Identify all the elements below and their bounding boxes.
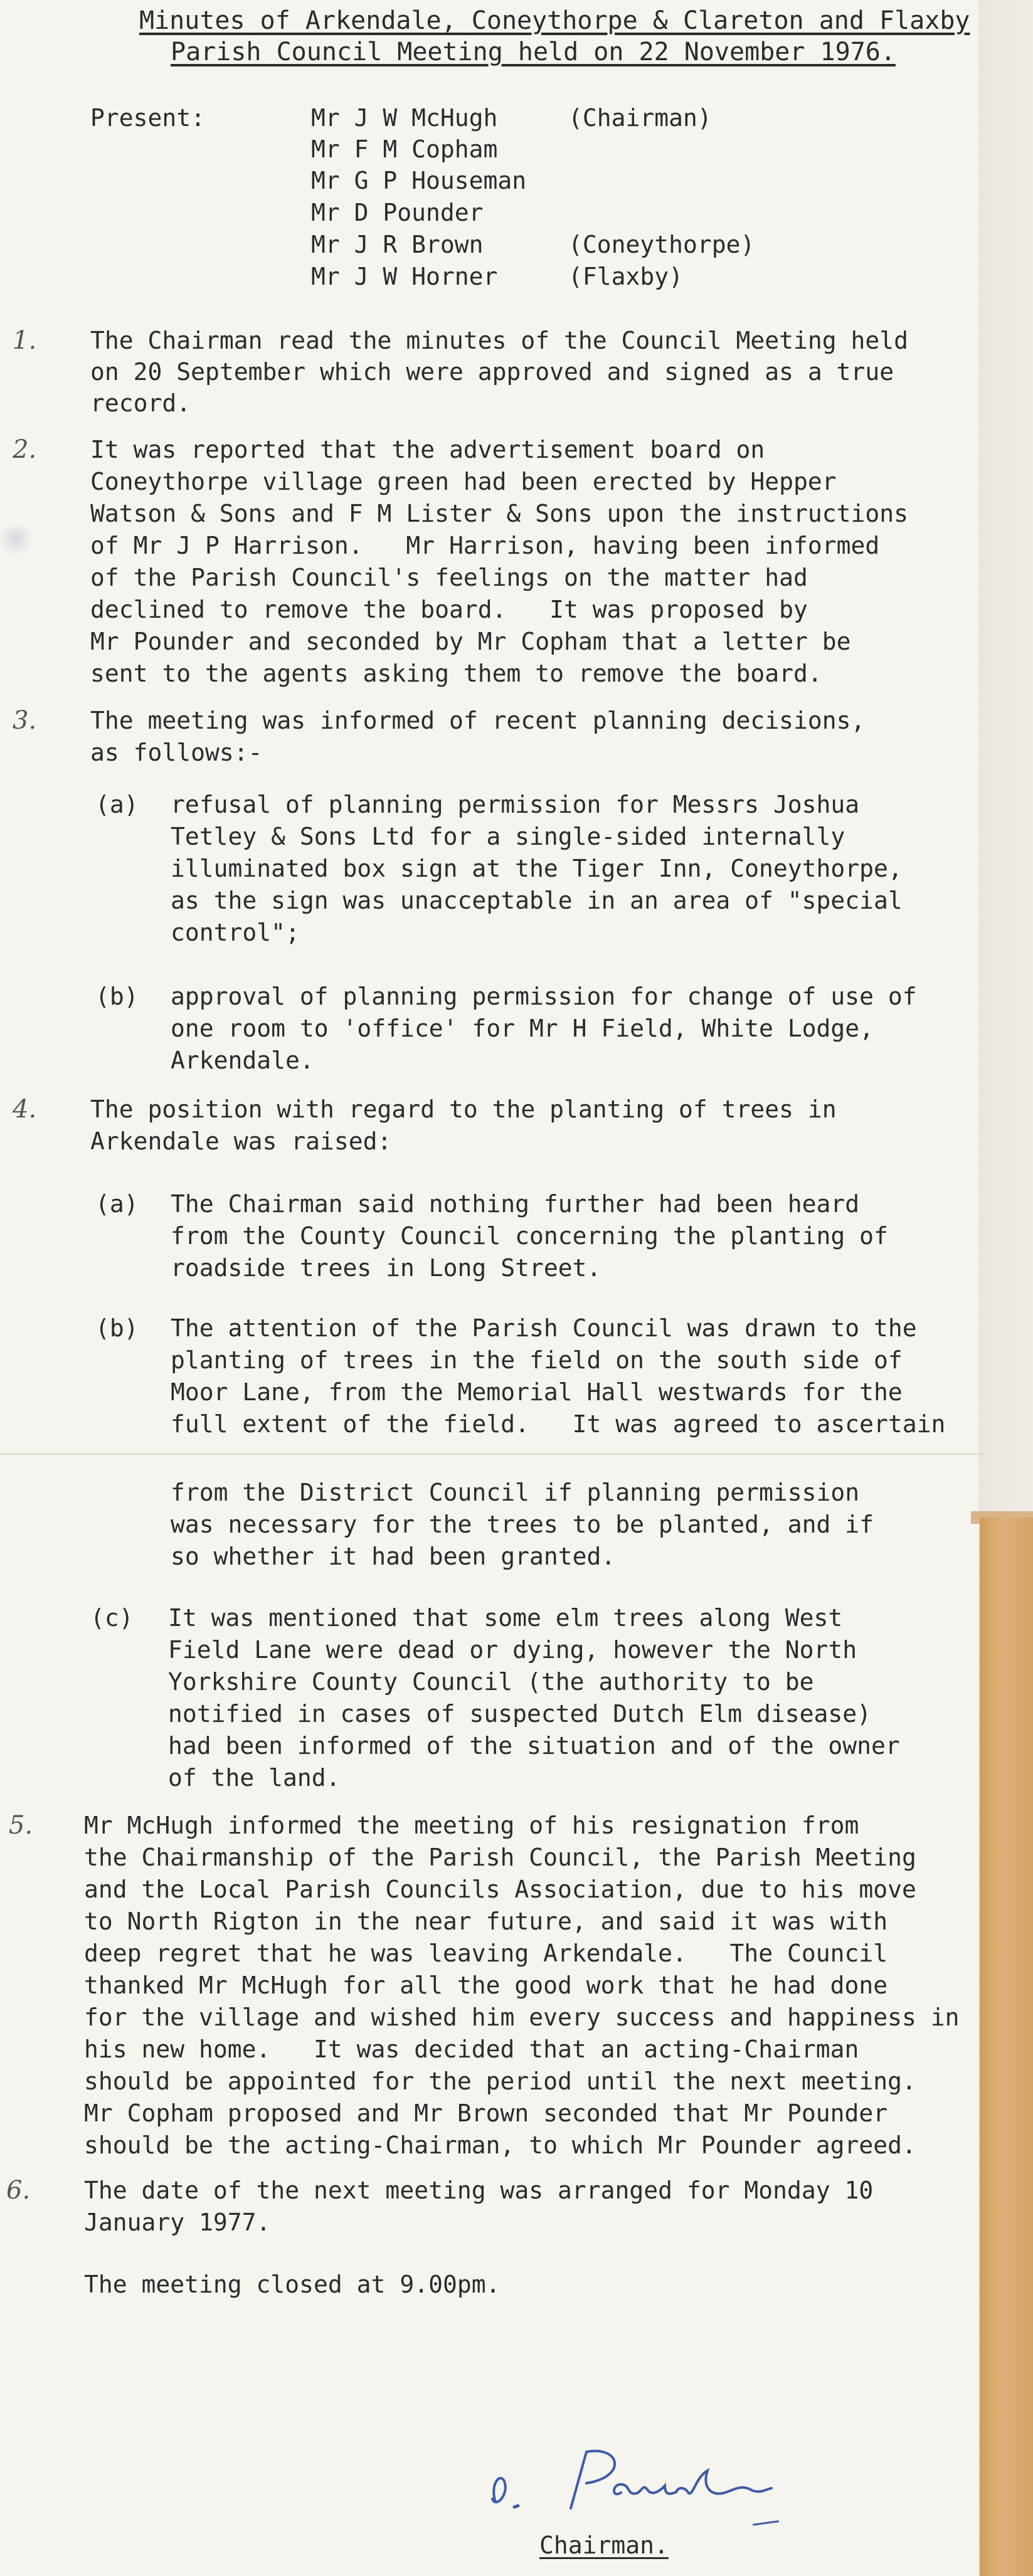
item-1-line: on 20 September which were approved and signed as a true bbox=[90, 358, 894, 386]
title-line-2: Parish Council Meeting held on 22 November 1976. bbox=[171, 38, 896, 66]
item-4b-line: so whether it had been granted. bbox=[171, 1543, 616, 1570]
item-4b-line: Moor Lane, from the Memorial Hall westwards for the bbox=[171, 1378, 903, 1406]
item-3a-line: illuminated box sign at the Tiger Inn, Coneythorpe, bbox=[171, 855, 903, 882]
item-number: 4. bbox=[13, 1095, 37, 1124]
item-4b-line: full extent of the field. It was agreed to ascertain bbox=[171, 1410, 946, 1438]
item-2-line: Watson & Sons and F M Lister & Sons upon the instructions bbox=[90, 500, 909, 527]
item-number: 5. bbox=[9, 1811, 33, 1840]
present-note: (Coneythorpe) bbox=[568, 231, 755, 258]
item-5-line: to North Rigton in the near future, and said it was with bbox=[84, 1908, 888, 1935]
item-4b-line: planting of trees in the field on the south side of bbox=[171, 1346, 903, 1374]
item-6-line: January 1977. bbox=[84, 2209, 271, 2236]
item-5-line: thanked Mr McHugh for all the good work that he had done bbox=[84, 1972, 888, 1999]
item-4-line: The position with regard to the planting of trees in bbox=[90, 1095, 837, 1123]
item-number: 2. bbox=[13, 435, 37, 464]
item-5-line: should be the acting-Chairman, to which Mr Pounder agreed. bbox=[84, 2131, 916, 2159]
item-6-line: The date of the next meeting was arranged for Monday 10 bbox=[84, 2177, 874, 2204]
present-name: Mr G P Houseman bbox=[311, 167, 527, 194]
item-5-line: his new home. It was decided that an acting-Chairman bbox=[84, 2035, 859, 2063]
present-note: (Flaxby) bbox=[568, 263, 684, 290]
item-5-line: deep regret that he was leaving Arkendale. The Council bbox=[84, 1940, 888, 1967]
item-3-line: as follows:- bbox=[90, 739, 263, 766]
item-5-line: Mr Copham proposed and Mr Brown seconded that Mr Pounder bbox=[84, 2099, 888, 2127]
item-4c-line: Field Lane were dead or dying, however the North bbox=[168, 1636, 857, 1664]
closing-line: The meeting closed at 9.00pm. bbox=[84, 2271, 501, 2298]
item-4-line: Arkendale was raised: bbox=[90, 1127, 392, 1155]
present-name: Mr D Pounder bbox=[311, 199, 484, 226]
item-number: 1. bbox=[13, 326, 37, 355]
item-2-line: of the Parish Council's feelings on the matter had bbox=[90, 564, 808, 591]
item-5-line: Mr McHugh informed the meeting of his resignation from bbox=[84, 1812, 859, 1839]
item-4b-line: The attention of the Parish Council was drawn to the bbox=[171, 1314, 917, 1342]
fold-line bbox=[0, 1454, 985, 1455]
item-4c-line: Yorkshire County Council (the authority to be bbox=[168, 1668, 814, 1696]
item-2-line: Mr Pounder and seconded by Mr Copham that a letter be bbox=[90, 628, 851, 655]
chairman-label: Chairman. bbox=[539, 2531, 669, 2559]
item-4c-line: of the land. bbox=[168, 1764, 341, 1792]
item-4a-line: The Chairman said nothing further had been heard bbox=[171, 1190, 860, 1218]
present-note: (Chairman) bbox=[568, 104, 712, 132]
item-number: 6. bbox=[6, 2176, 31, 2205]
item-3-line: The meeting was informed of recent planning decisions, bbox=[90, 707, 866, 734]
item-3a-line: control"; bbox=[171, 919, 300, 946]
item-4a-line: from the County Council concerning the planting of bbox=[171, 1222, 888, 1250]
item-2-line: sent to the agents asking them to remove the board. bbox=[90, 660, 822, 687]
item-2-line: of Mr J P Harrison. Mr Harrison, having been informed bbox=[90, 532, 880, 559]
signature bbox=[477, 2433, 828, 2533]
present-name: Mr J W McHugh bbox=[311, 104, 498, 132]
item-5-line: for the village and wished him every success and happiness in bbox=[84, 2003, 960, 2031]
item-3b-line: approval of planning permission for change of use of bbox=[171, 983, 917, 1010]
item-3b-line: one room to 'office' for Mr H Field, White Lodge, bbox=[171, 1015, 874, 1042]
item-5-line: should be appointed for the period until the next meeting. bbox=[84, 2067, 916, 2095]
present-label: Present: bbox=[90, 104, 206, 132]
present-name: Mr J R Brown bbox=[311, 231, 484, 258]
item-5-line: the Chairmanship of the Parish Council, the Parish Meeting bbox=[84, 1844, 916, 1871]
item-4c-line: had been informed of the situation and of the owner bbox=[168, 1732, 900, 1760]
adhesive-tape bbox=[980, 1518, 1033, 2576]
sub-item-label: (a) bbox=[95, 791, 139, 818]
ink-smudge bbox=[0, 520, 31, 558]
item-1-line: record. bbox=[90, 389, 191, 417]
item-4b-line: was necessary for the trees to be planted, and if bbox=[171, 1511, 874, 1538]
sub-item-label: (c) bbox=[90, 1604, 134, 1632]
item-1-line: The Chairman read the minutes of the Council Meeting held bbox=[90, 327, 909, 354]
present-name: Mr J W Horner bbox=[311, 263, 498, 290]
present-name: Mr F M Copham bbox=[311, 135, 498, 163]
sub-item-label: (b) bbox=[95, 983, 139, 1010]
item-4c-line: notified in cases of suspected Dutch Elm disease) bbox=[168, 1700, 872, 1728]
item-5-line: and the Local Parish Councils Association, due to his move bbox=[84, 1876, 916, 1903]
item-3a-line: Tetley & Sons Ltd for a single-sided internally bbox=[171, 823, 845, 850]
item-number: 3. bbox=[13, 706, 37, 735]
title-line-1: Minutes of Arkendale, Coneythorpe & Clareton and Flaxby bbox=[139, 6, 970, 35]
sub-item-label: (a) bbox=[95, 1190, 139, 1218]
item-4c-line: It was mentioned that some elm trees along West bbox=[168, 1604, 843, 1632]
item-3b-line: Arkendale. bbox=[171, 1047, 314, 1074]
item-2-line: Coneythorpe village green had been erected by Hepper bbox=[90, 468, 837, 495]
item-3a-line: as the sign was unacceptable in an area of "special bbox=[171, 887, 903, 914]
item-3a-line: refusal of planning permission for Messrs Joshua bbox=[171, 791, 860, 818]
item-2-line: declined to remove the board. It was proposed by bbox=[90, 596, 808, 623]
item-4b-line: from the District Council if planning permission bbox=[171, 1479, 860, 1506]
item-4a-line: roadside trees in Long Street. bbox=[171, 1254, 601, 1282]
item-2-line: It was reported that the advertisement board on bbox=[90, 436, 765, 463]
sub-item-label: (b) bbox=[95, 1314, 139, 1342]
